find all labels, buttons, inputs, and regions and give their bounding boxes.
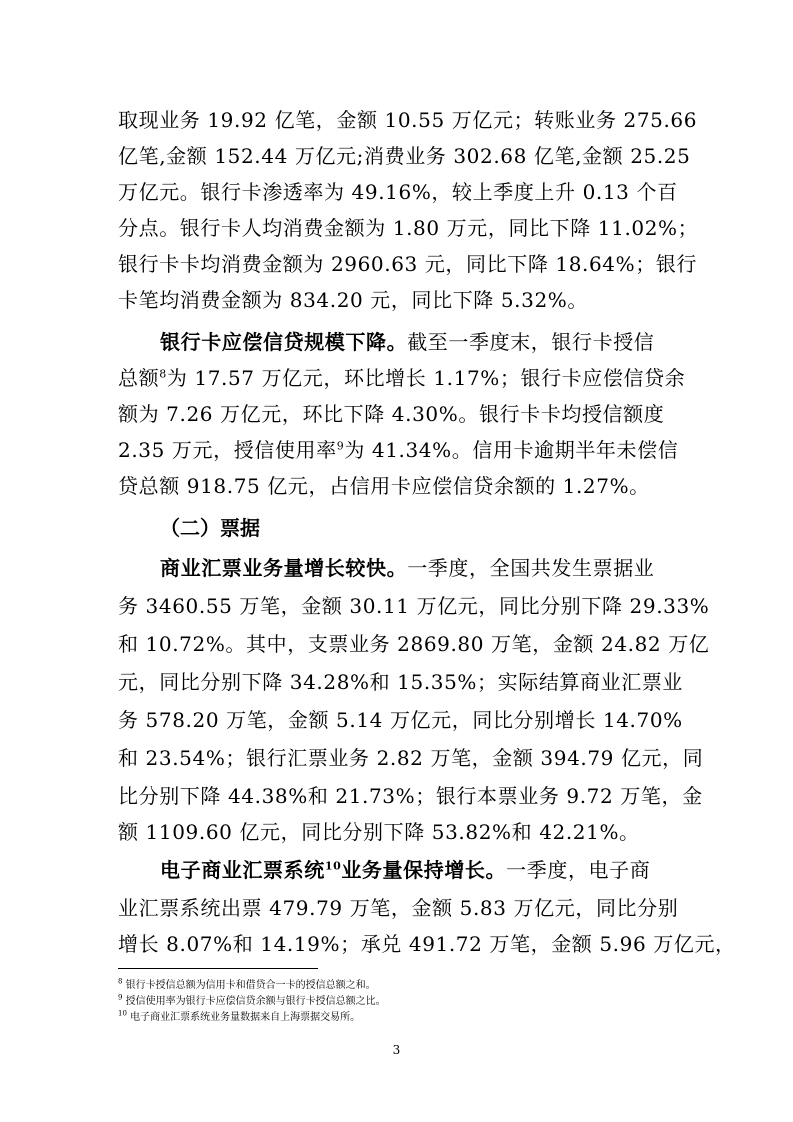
body-text: 为 41.34%。信用卡逾期半年未偿信: [344, 438, 679, 462]
body-line: 和 23.54%；银行汇票业务 2.82 万笔，金额 394.79 亿元，同: [118, 746, 704, 770]
body-text: 为 17.57 万亿元，环比增长 1.17%；银行卡应偿信贷余: [166, 366, 686, 390]
body-line: 和 10.72%。其中，支票业务 2869.80 万笔，金额 24.82 万亿: [118, 632, 710, 656]
footnote-text: 电子商业汇票系统业务量数据来自上海票据交易所。: [130, 1012, 361, 1023]
footnote-number: 10: [118, 1009, 127, 1018]
footnote-ref[interactable]: 9: [336, 439, 345, 453]
body-text: 一季度，全国共发生票据业: [407, 556, 655, 580]
body-line: [118, 436, 679, 464]
page-number: 3: [392, 1043, 401, 1057]
body-line: 务 3460.55 万笔，金额 30.11 万亿元，同比分别下降 29.33%: [118, 594, 710, 618]
body-text: 总额: [118, 366, 160, 390]
footnote: [118, 994, 674, 1010]
paragraph-heading: 业务量保持增长。: [341, 858, 507, 882]
footnote-separator: [118, 968, 318, 969]
paragraph-heading: 商业汇票业务量增长较快。: [160, 556, 408, 580]
body-line: 务 578.20 万笔，金额 5.14 万亿元，同比分别增长 14.70%: [118, 708, 683, 732]
section-title: （二）票据: [160, 516, 260, 540]
body-line: [118, 364, 686, 392]
paragraph-first-line: [160, 856, 674, 884]
body-line: 额 1109.60 亿元，同比分别下降 53.82%和 42.21%。: [118, 820, 640, 844]
body-line: 银行卡卡均消费金额为 2960.63 元，同比下降 18.64%；银行: [118, 252, 698, 276]
paragraph-heading: 银行卡应偿信贷规模下降。: [160, 330, 408, 354]
body-line: 卡笔均消费金额为 834.20 元，同比下降 5.32%。: [118, 288, 588, 312]
body-text: 2.35 万元，授信使用率: [118, 438, 337, 462]
body-line: 额为 7.26 万亿元，环比下降 4.30%。银行卡卡均授信额度: [118, 402, 665, 426]
body-line: 比分别下降 44.38%和 21.73%；银行本票业务 9.72 万笔，金: [118, 784, 703, 808]
body-line: 亿笔,金额 152.44 万亿元;消费业务 302.68 亿笔,金额 25.25: [118, 144, 691, 168]
footnote-text: 授信使用率为银行卡应偿信贷余额与银行卡授信总额之比。: [125, 996, 386, 1007]
paragraph-first-line: [160, 554, 674, 582]
body-line: 贷总额 918.75 亿元，占信用卡应偿信贷余额的 1.27%。: [118, 474, 650, 498]
footnote-ref[interactable]: 10: [324, 859, 342, 873]
footnote-ref[interactable]: 8: [159, 367, 167, 381]
body-line: 业汇票系统出票 479.79 万笔，金额 5.83 万亿元，同比分别: [118, 896, 679, 920]
body-line: 取现业务 19.92 亿笔，金额 10.55 万亿元；转账业务 275.66: [118, 108, 698, 132]
paragraph-heading: 电子商业汇票系统: [160, 858, 325, 882]
footnote-number: 8: [118, 977, 123, 986]
body-line: 分点。银行卡人均消费金额为 1.80 万元，同比下降 11.02%；: [118, 216, 699, 240]
footnote: [118, 978, 674, 994]
paragraph-first-line: [160, 328, 674, 356]
body-line: 元，同比分别下降 34.28%和 15.35%；实际结算商业汇票业: [118, 670, 684, 694]
body-line: 万亿元。银行卡渗透率为 49.16%，较上季度上升 0.13 个百: [118, 180, 678, 204]
body-text: 截至一季度末，银行卡授信: [407, 330, 655, 354]
footnote-text: 银行卡授信总额为信用卡和借贷合一卡的授信总额之和。: [125, 980, 376, 991]
body-line: 增长 8.07%和 14.19%；承兑 491.72 万笔，金额 5.96 万亿元，: [118, 932, 736, 956]
footnote-number: 9: [118, 993, 123, 1002]
body-text: 一季度，电子商: [506, 858, 651, 882]
footnote: [118, 1010, 674, 1026]
